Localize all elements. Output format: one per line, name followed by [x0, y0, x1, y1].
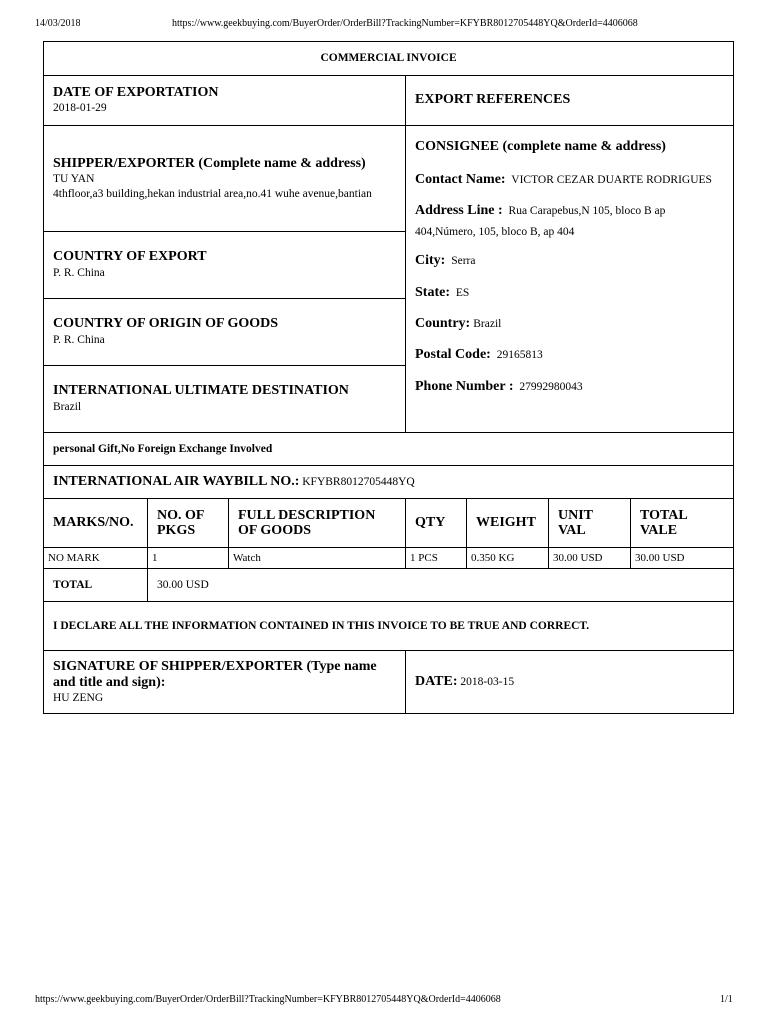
export-references-cell: [406, 76, 734, 126]
print-page-number: 1/1: [720, 994, 733, 1005]
table-row: [44, 548, 734, 569]
country-label: Country:: [415, 316, 471, 332]
consignee-contact: [415, 169, 724, 191]
total-label: TOTAL: [44, 569, 148, 602]
airwaybill-row: [44, 466, 734, 499]
date-of-exportation-cell: [44, 76, 406, 126]
airwaybill-cell: [44, 466, 734, 499]
item-qty: 1 PCS: [406, 548, 467, 569]
total-row: [44, 569, 734, 602]
column-header-description: FULL DESCRIPTION OF GOODS: [229, 499, 406, 548]
invoice-title-row: [44, 42, 734, 76]
column-header-pkgs: NO. OF PKGS: [148, 499, 229, 548]
country-of-origin-value: P. R. China: [53, 333, 105, 346]
consignee-address: [415, 200, 724, 241]
phone-number-value: 27992980043: [519, 380, 583, 393]
shipper-address: 4thfloor,a3 building,hekan industrial area,no.41 wuhe avenue,bantian: [53, 187, 372, 200]
signature-cell: [44, 651, 406, 714]
shipper-row: [44, 126, 734, 232]
signature-date-value: 2018-03-15: [460, 676, 515, 689]
column-header-total-val: TOTAL VALE: [631, 499, 734, 548]
postal-code-value: 29165813: [496, 349, 543, 362]
country-value: Brazil: [473, 318, 502, 331]
column-header-marks: MARKS/NO.: [44, 499, 148, 548]
country-of-export-cell: [44, 232, 406, 299]
exportation-row: [44, 76, 734, 126]
date-of-exportation-label: DATE OF EXPORTATION: [53, 84, 219, 100]
column-header-qty: QTY: [406, 499, 467, 548]
shipper-cell: [44, 126, 406, 232]
declaration-row: [44, 602, 734, 651]
signature-row: [44, 651, 734, 714]
airwaybill-value: KFYBR8012705448YQ: [302, 475, 415, 488]
print-date: 14/03/2018: [35, 18, 81, 29]
export-references-label: EXPORT REFERENCES: [415, 92, 571, 108]
contact-name-label: Contact Name:: [415, 172, 506, 188]
total-value: 30.00 USD: [148, 569, 734, 602]
item-pkgs: 1: [148, 548, 229, 569]
country-of-origin-label: COUNTRY OF ORIGIN OF GOODS: [53, 316, 279, 332]
item-unit-val: 30.00 USD: [549, 548, 631, 569]
airwaybill-label: INTERNATIONAL AIR WAYBILL NO.:: [53, 473, 300, 489]
shipper-label: SHIPPER/EXPORTER (Complete name & address): [53, 155, 366, 171]
gift-note: personal Gift,No Foreign Exchange Involved: [44, 433, 734, 466]
postal-code-label: Postal Code:: [415, 347, 491, 363]
item-marks: NO MARK: [44, 548, 148, 569]
state-value: ES: [455, 286, 470, 299]
consignee-cell: [406, 126, 734, 433]
print-header-url: https://www.geekbuying.com/BuyerOrder/OrderBill?TrackingNumber=KFYBR8012705448YQ&OrderId=4406068: [172, 18, 638, 29]
consignee-state: [415, 282, 724, 304]
column-header-weight: WEIGHT: [467, 499, 549, 548]
city-value: Serra: [451, 255, 476, 268]
country-of-export-value: P. R. China: [53, 266, 105, 279]
phone-number-label: Phone Number :: [415, 378, 514, 394]
item-weight: 0.350 KG: [467, 548, 549, 569]
declaration-text: I DECLARE ALL THE INFORMATION CONTAINED IN THIS INVOICE TO BE TRUE AND CORRECT.: [44, 602, 734, 651]
item-description: Watch: [229, 548, 406, 569]
item-total-val: 30.00 USD: [631, 548, 734, 569]
consignee-heading: CONSIGNEE (complete name & address): [415, 139, 666, 154]
country-of-origin-cell: [44, 299, 406, 366]
consignee-postal-code: [415, 344, 724, 366]
country-of-export-label: COUNTRY OF EXPORT: [53, 249, 207, 265]
signature-date-cell: [406, 651, 734, 714]
consignee-country: [415, 313, 724, 335]
print-footer-url: https://www.geekbuying.com/BuyerOrder/OrderBill?TrackingNumber=KFYBR8012705448YQ&OrderId=4406068: [35, 994, 501, 1005]
city-label: City:: [415, 253, 446, 269]
goods-header-row: [44, 499, 734, 548]
contact-name-value: VICTOR CEZAR DUARTE RODRIGUES: [511, 174, 712, 187]
gift-note-row: [44, 433, 734, 466]
destination-cell: [44, 366, 406, 433]
signature-label: SIGNATURE OF SHIPPER/EXPORTER (Type name and title and sign):: [53, 658, 377, 690]
column-header-unit-val: UNIT VAL: [549, 499, 631, 548]
commercial-invoice-table: [43, 41, 734, 714]
invoice-title: COMMERCIAL INVOICE: [44, 42, 734, 76]
destination-value: Brazil: [53, 400, 82, 413]
consignee-city: [415, 250, 724, 272]
state-label: State:: [415, 284, 450, 300]
destination-label: INTERNATIONAL ULTIMATE DESTINATION: [53, 383, 349, 399]
address-line-label: Address Line :: [415, 203, 503, 219]
signature-date-label: DATE:: [415, 674, 458, 690]
address-line-value: Rua Carapebus,N 105, bloco B ap 404,Número, 105, bloco B, ap 404: [415, 205, 666, 238]
date-of-exportation-value: 2018-01-29: [53, 102, 107, 115]
signature-name: HU ZENG: [53, 691, 104, 704]
consignee-phone: [415, 376, 724, 398]
shipper-name: TU YAN: [53, 172, 95, 185]
